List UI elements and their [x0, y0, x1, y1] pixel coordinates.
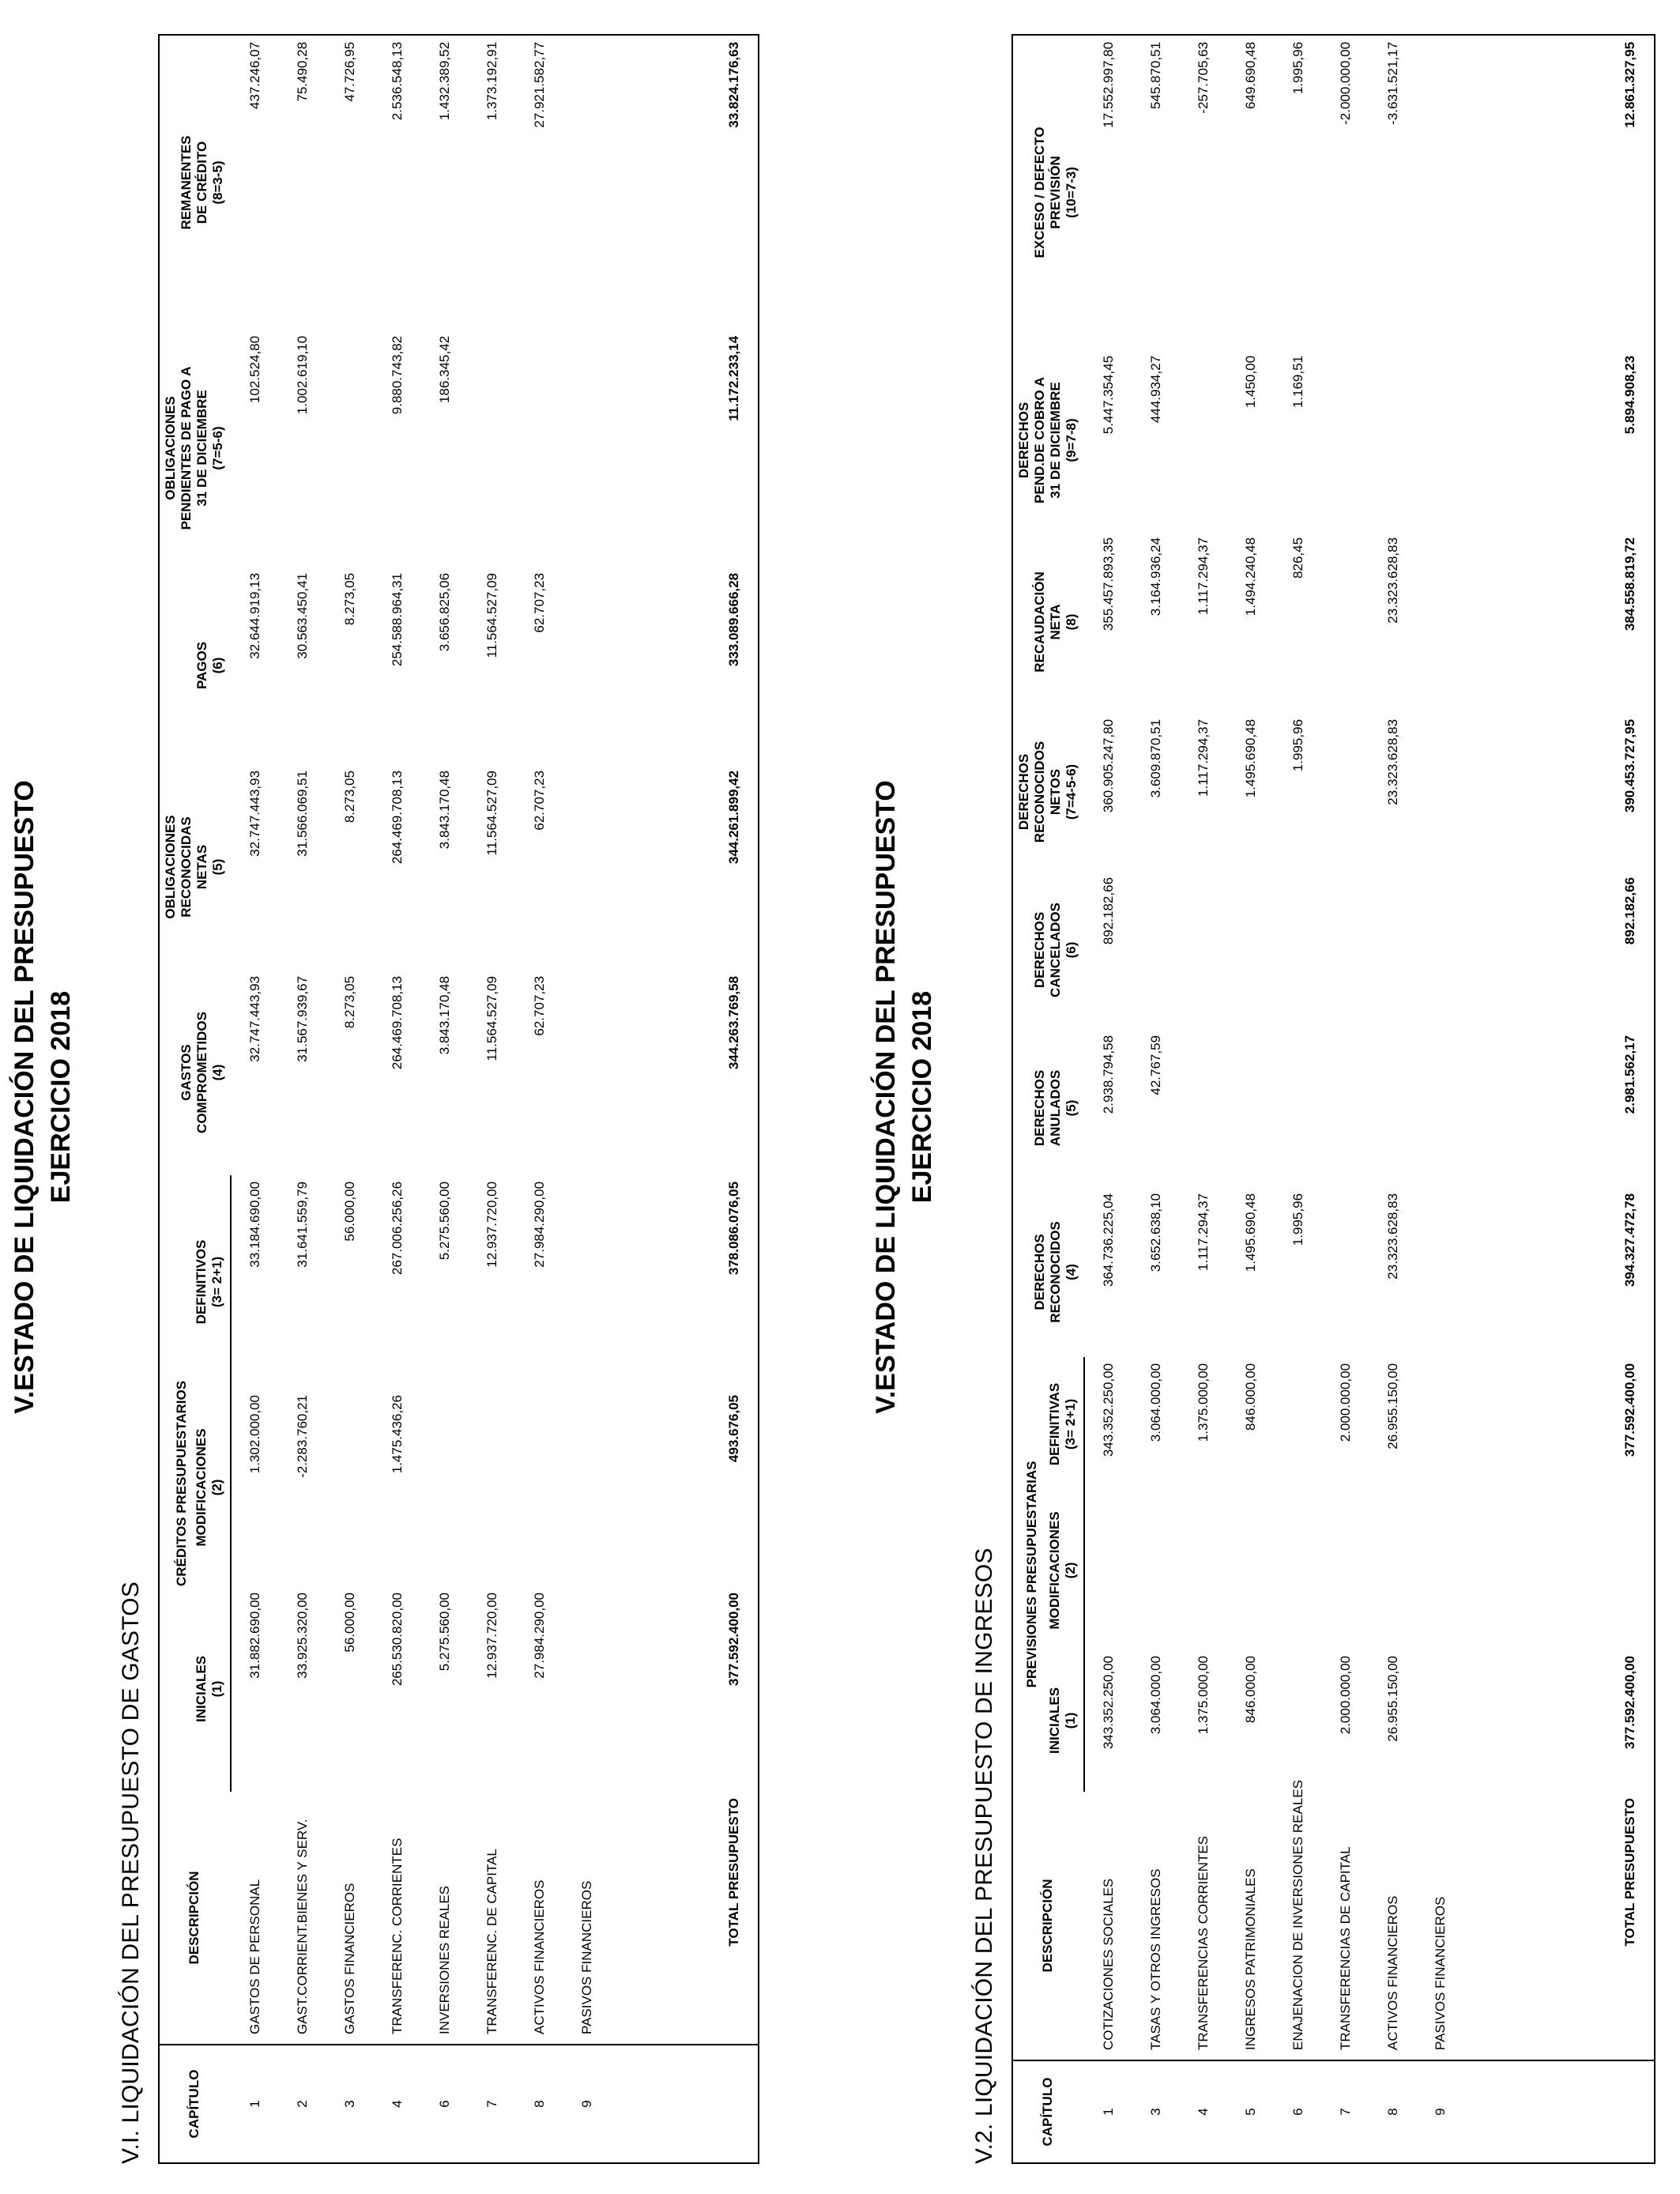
ingresos-header-pendientes: DERECHOS PEND.DE COBRO A 31 DE DICIEMBRE (9=7-8): [1016, 377, 1079, 503]
descripcion-cell: PASIVOS FINANCIEROS: [579, 1880, 594, 2034]
descripcion-cell: TRANSFERENC. DE CAPITAL: [484, 1849, 499, 2034]
value-cell: [563, 764, 611, 970]
descripcion-cell: TRANSFERENCIAS CORRIENTES: [1196, 1835, 1211, 2050]
value-cell: 3.064.000,00: [1148, 1656, 1163, 1735]
table-row: [1180, 35, 1227, 2163]
value-cell: 30.563.450,41: [295, 572, 310, 659]
value-cell: 3.656.825,06: [437, 572, 452, 652]
spacer-row: [611, 35, 710, 2163]
value-cell: [1132, 1491, 1180, 1649]
value-cell: [563, 1389, 611, 1586]
ingresos-header-group: PREVISIONES PRESUPUESTARIAS: [1024, 1461, 1039, 1688]
value-cell: 62.707,23: [532, 975, 547, 1036]
value-cell: 23.323.628,83: [1385, 1193, 1400, 1280]
value-cell: 47.726,95: [342, 41, 357, 102]
ingresos-panel: [861, 0, 1680, 2194]
capitulo-cell: 2: [279, 2045, 326, 2163]
table-row: [374, 35, 421, 2163]
value-cell: 27.921.582,77: [532, 41, 547, 128]
value-cell: 1.995,96: [1290, 1193, 1305, 1246]
value-cell: 42.767,59: [1148, 1035, 1163, 1095]
value-cell: [1417, 871, 1464, 1029]
capitulo-cell: 4: [374, 2045, 421, 2163]
value-cell: [1417, 35, 1464, 349]
total-value-cell: 378.086.076,05: [726, 1181, 741, 1276]
gastos-header-group: CRÉDITOS PRESUPUESTARIOS: [174, 1380, 189, 1587]
table-row: [1132, 35, 1180, 2163]
value-cell: [1180, 1491, 1227, 1649]
value-cell: 1.495.690,48: [1243, 718, 1258, 798]
gastos-title-line2: EJERCICIO 2018: [46, 990, 76, 1204]
value-cell: 2.000.000,00: [1338, 1656, 1353, 1735]
table-row: [563, 35, 611, 2163]
value-cell: 32.747.443,93: [247, 770, 262, 857]
value-cell: 846.000,00: [1243, 1656, 1258, 1724]
value-cell: 12.937.720,00: [484, 1593, 499, 1679]
ingresos-table: [1011, 34, 1656, 2164]
value-cell: 11.564.527,09: [484, 572, 499, 658]
value-cell: 1.373.192,91: [484, 41, 499, 121]
value-cell: 33.925.320,00: [295, 1593, 310, 1679]
value-cell: 264.469.708,13: [390, 975, 405, 1070]
value-cell: [1227, 871, 1275, 1029]
value-cell: [563, 970, 611, 1175]
value-cell: [1417, 1491, 1464, 1649]
value-cell: 649.690,48: [1243, 41, 1258, 110]
value-cell: 75.490,28: [295, 41, 310, 102]
value-cell: 3.609.870,51: [1148, 718, 1163, 798]
value-cell: 62.707,23: [532, 770, 547, 831]
capitulo-cell: 3: [1132, 2060, 1180, 2163]
descripcion-cell: GASTOS DE PERSONAL: [247, 1879, 262, 2034]
value-cell: [1180, 349, 1227, 531]
value-cell: [326, 1389, 374, 1586]
value-cell: 265.530.820,00: [390, 1593, 405, 1687]
value-cell: [1275, 871, 1322, 1029]
capitulo-cell: 9: [1417, 2060, 1464, 2163]
value-cell: 8.273,05: [342, 572, 357, 626]
value-cell: 3.164.936,24: [1148, 537, 1163, 616]
value-cell: [563, 1586, 611, 1792]
value-cell: [1275, 1491, 1322, 1649]
value-cell: -2.283.760,21: [295, 1395, 310, 1478]
value-cell: 3.843.170,48: [437, 770, 452, 850]
value-cell: 26.955.150,00: [1385, 1363, 1400, 1449]
value-cell: 31.882.690,00: [247, 1593, 262, 1679]
gastos-header-pagos: PAGOS (6): [194, 641, 225, 690]
value-cell: [1132, 871, 1180, 1029]
descripcion-cell: GAST.CORRIENT.BIENES Y SERV.: [295, 1819, 310, 2034]
value-cell: [563, 330, 611, 567]
capitulo-cell: 6: [1275, 2060, 1322, 2163]
value-cell: 56.000,00: [342, 1593, 357, 1653]
value-cell: 12.937.720,00: [484, 1181, 499, 1268]
total-value-cell: 12.861.327,95: [1622, 41, 1637, 128]
value-cell: [1180, 1029, 1227, 1187]
capitulo-cell: 8: [1369, 2060, 1417, 2163]
value-cell: 56.000,00: [342, 1181, 357, 1242]
capitulo-cell: 4: [1180, 2060, 1227, 2163]
total-value-cell: 333.089.666,28: [726, 572, 741, 667]
value-cell: 26.955.150,00: [1385, 1656, 1400, 1742]
descripcion-cell: PASIVOS FINANCIEROS: [1433, 1896, 1448, 2050]
value-cell: 17.552.997,80: [1100, 41, 1116, 128]
descripcion-cell: INVERSIONES REALES: [437, 1885, 452, 2034]
value-cell: [1322, 713, 1369, 871]
value-cell: 32.747.443,93: [247, 975, 262, 1062]
value-cell: 267.006.256,26: [390, 1181, 405, 1276]
total-label: TOTAL PRESUPUESTO: [726, 1798, 741, 1947]
value-cell: [1227, 1491, 1275, 1649]
value-cell: [326, 330, 374, 567]
value-cell: 437.246,07: [247, 41, 262, 110]
total-row: [1607, 35, 1655, 2163]
value-cell: [1084, 1491, 1132, 1649]
value-cell: [563, 1175, 611, 1389]
value-cell: 1.450,00: [1243, 355, 1258, 409]
value-cell: 355.457.893,35: [1100, 537, 1116, 631]
value-cell: 32.644.919,13: [247, 572, 262, 659]
total-value-cell: 33.824.176,63: [726, 41, 741, 128]
value-cell: 1.117.294,37: [1196, 537, 1211, 615]
descripcion-cell: TASAS Y OTROS INGRESOS: [1148, 1868, 1163, 2050]
value-cell: 27.984.290,00: [532, 1181, 547, 1268]
descripcion-cell: TRANSFERENCIAS DE CAPITAL: [1338, 1846, 1353, 2050]
value-cell: 2.938.794,58: [1100, 1035, 1116, 1114]
capitulo-cell: 6: [421, 2045, 469, 2163]
gastos-table: [158, 34, 759, 2164]
value-cell: [469, 330, 516, 567]
value-cell: [1369, 1491, 1417, 1649]
value-cell: 62.707,23: [532, 572, 547, 633]
value-cell: [1417, 1649, 1464, 1792]
table-row: [326, 35, 374, 2163]
value-cell: [1417, 1187, 1464, 1357]
value-cell: 1.475.436,26: [390, 1395, 405, 1474]
value-cell: [1275, 1649, 1322, 1792]
ingresos-header-descripcion: DESCRIPCIÓN: [1040, 1879, 1055, 1973]
total-value-cell: 11.172.233,14: [726, 335, 741, 421]
value-cell: 186.345,42: [437, 335, 452, 404]
value-cell: -3.631.521,17: [1385, 41, 1400, 125]
total-value-cell: 377.592.400,00: [726, 1593, 741, 1687]
gastos-header-definitivos: DEFINITIVOS (3= 2+1): [190, 1175, 231, 1389]
ingresos-header-anulados: DERECHOS ANULADOS (5): [1032, 1069, 1079, 1147]
value-cell: 1.375.000,00: [1196, 1363, 1211, 1442]
value-cell: [1275, 1357, 1322, 1491]
table-row: [231, 35, 279, 2163]
capitulo-cell: 1: [231, 2045, 279, 2163]
value-cell: 3.843.170,48: [437, 975, 452, 1055]
value-cell: 8.273,05: [342, 975, 357, 1029]
value-cell: 23.323.628,83: [1385, 718, 1400, 805]
value-cell: 1.495.690,48: [1243, 1193, 1258, 1272]
ingresos-header-iniciales: INICIALES (1): [1040, 1649, 1084, 1792]
total-value-cell: [1607, 1491, 1655, 1649]
gastos-header-pendientes: OBLIGACIONES PENDIENTES DE PAGO A 31 DE DICIEMBRE (7=5-6): [163, 366, 225, 530]
value-cell: [1322, 531, 1369, 713]
total-row: [710, 35, 759, 2163]
ingresos-header-exceso: EXCESO / DEFECTO PREVISIÓN (10=7-3): [1032, 126, 1079, 258]
value-cell: 545.870,51: [1148, 41, 1163, 110]
descripcion-cell: COTIZACIONES SOCIALES: [1100, 1878, 1116, 2050]
ingresos-header-definitivas: DEFINITIVAS (3= 2+1): [1040, 1357, 1084, 1491]
value-cell: [1227, 1029, 1275, 1187]
table-row: [1227, 35, 1275, 2163]
value-cell: 31.567.939,67: [295, 975, 310, 1062]
gastos-header-descripcion: DESCRIPCIÓN: [186, 1871, 202, 1965]
value-cell: 33.184.690,00: [247, 1181, 262, 1268]
total-value-cell: 493.676,05: [726, 1395, 741, 1463]
gastos-header-iniciales: INICIALES (1): [190, 1586, 231, 1792]
value-cell: [1322, 1029, 1369, 1187]
value-cell: 1.494.240,48: [1243, 537, 1258, 616]
ingresos-header-reconocidos: DERECHOS RECONOCIDOS (4): [1032, 1221, 1079, 1323]
value-cell: 444.934,27: [1148, 355, 1163, 424]
value-cell: 5.447.354,45: [1100, 355, 1116, 435]
capitulo-cell: 7: [1322, 2060, 1369, 2163]
value-cell: 254.588.964,31: [390, 572, 405, 667]
value-cell: 8.273,05: [342, 770, 357, 824]
value-cell: 5.275.560,00: [437, 1593, 452, 1672]
table-row: [516, 35, 563, 2163]
value-cell: 27.984.290,00: [532, 1593, 547, 1679]
gastos-header-comprometidos: GASTOS COMPROMETIDOS (4): [179, 1012, 225, 1133]
value-cell: [1369, 871, 1417, 1029]
gastos-header-capitulo: CAPÍTULO: [159, 2045, 231, 2163]
value-cell: 2.536.548,13: [390, 41, 405, 121]
ingresos-subtitle: V.2. LIQUIDACIÓN DEL PRESUPUESTO DE INGRESOS: [971, 1547, 997, 2164]
value-cell: 1.002.619,10: [295, 335, 310, 415]
value-cell: [516, 1389, 563, 1586]
value-cell: 343.352.250,00: [1101, 1656, 1116, 1750]
value-cell: 5.275.560,00: [437, 1181, 452, 1261]
total-value-cell: 384.558.819,72: [1622, 537, 1637, 631]
value-cell: [1417, 1357, 1464, 1491]
capitulo-cell: 5: [1227, 2060, 1275, 2163]
gastos-header-modificaciones: MODIFICACIONES (2): [190, 1389, 231, 1586]
capitulo-cell: 8: [516, 2045, 563, 2163]
value-cell: 2.000.000,00: [1338, 1363, 1353, 1442]
total-value-cell: 390.453.727,95: [1622, 718, 1637, 813]
value-cell: 892.182,66: [1100, 876, 1116, 945]
ingresos-header-modificaciones: MODIFICACIONES (2): [1040, 1491, 1084, 1649]
value-cell: 31.566.069,51: [295, 770, 310, 857]
value-cell: [1322, 871, 1369, 1029]
value-cell: 364.736.225,04: [1100, 1193, 1116, 1287]
table-row: [1275, 35, 1322, 2163]
gastos-title-line1: V.ESTADO DE LIQUIDACIÓN DEL PRESUPUESTO: [9, 780, 40, 1414]
value-cell: -2.000.000,00: [1338, 41, 1353, 125]
total-value-cell: 377.592.400,00: [1622, 1656, 1637, 1750]
value-cell: [1322, 349, 1369, 531]
value-cell: [516, 330, 563, 567]
capitulo-cell: 9: [563, 2045, 611, 2163]
gastos-header-obligaciones: OBLIGACIONES RECONOCIDAS NETAS (5): [163, 815, 225, 919]
ingresos-header-netos: DERECHOS RECONOCIDOS NETOS (7=4-5-6): [1016, 741, 1079, 843]
capitulo-cell: 1: [1084, 2060, 1132, 2163]
ingresos-header-capitulo: CAPÍTULO: [1012, 2060, 1084, 2163]
table-row: [1417, 35, 1464, 2163]
descripcion-cell: GASTOS FINANCIEROS: [342, 1883, 357, 2034]
table-row: [1369, 35, 1417, 2163]
value-cell: [1369, 349, 1417, 531]
total-value-cell: 892.182,66: [1622, 876, 1637, 945]
value-cell: 1.432.389,52: [437, 41, 452, 121]
value-cell: 343.352.250,00: [1101, 1363, 1116, 1457]
total-value-cell: 377.592.400,00: [1622, 1363, 1637, 1457]
gastos-main-title: [6, 0, 79, 2194]
value-cell: [563, 35, 611, 330]
value-cell: 1.995,96: [1290, 41, 1305, 95]
value-cell: 11.564.527,09: [484, 975, 499, 1061]
ingresos-header-cancelados: DERECHOS CANCELADOS (6): [1032, 903, 1079, 997]
value-cell: 1.169,51: [1290, 355, 1305, 409]
value-cell: 264.469.708,13: [390, 770, 405, 865]
ingresos-title-line2: EJERCICIO 2018: [907, 990, 937, 1204]
total-label: TOTAL PRESUPUESTO: [1622, 1798, 1637, 1947]
value-cell: 826,45: [1290, 537, 1305, 579]
value-cell: [469, 1389, 516, 1586]
descripcion-cell: INGRESOS PATRIMONIALES: [1243, 1868, 1258, 2050]
capitulo-cell: 7: [469, 2045, 516, 2163]
value-cell: [1417, 349, 1464, 531]
value-cell: 1.995,96: [1290, 718, 1305, 772]
total-value-cell: 5.894.908,23: [1622, 355, 1637, 435]
value-cell: 1.117.294,37: [1196, 1193, 1211, 1271]
table-row: [1322, 35, 1369, 2163]
table-row: [279, 35, 326, 2163]
descripcion-cell: ACTIVOS FINANCIEROS: [532, 1879, 547, 2034]
table-row: [421, 35, 469, 2163]
value-cell: 3.064.000,00: [1148, 1363, 1163, 1442]
value-cell: [1417, 1029, 1464, 1187]
descripcion-cell: TRANSFERENC. CORRIENTES: [390, 1838, 405, 2034]
value-cell: [1322, 1491, 1369, 1649]
descripcion-cell: ACTIVOS FINANCIEROS: [1385, 1895, 1400, 2050]
gastos-panel: [0, 0, 790, 2194]
table-row: [469, 35, 516, 2163]
descripcion-cell: ENAJENACION DE INVERSIONES REALES: [1290, 1780, 1305, 2050]
value-cell: 3.652.638,10: [1148, 1193, 1163, 1272]
value-cell: 1.117.294,37: [1196, 718, 1211, 797]
capitulo-cell: 3: [326, 2045, 374, 2163]
value-cell: [1180, 871, 1227, 1029]
total-value-cell: 344.261.899,42: [726, 770, 741, 865]
total-value-cell: 394.327.472,78: [1622, 1193, 1637, 1287]
value-cell: [1322, 1187, 1369, 1357]
gastos-subtitle: V.I. LIQUIDACIÓN DEL PRESUPUESTO DE GASTOS: [118, 1581, 144, 2164]
value-cell: 1.302.000,00: [247, 1395, 262, 1474]
value-cell: 9.880.743,82: [390, 335, 405, 415]
ingresos-title-line1: V.ESTADO DE LIQUIDACIÓN DEL PRESUPUESTO: [871, 780, 901, 1414]
value-cell: 11.564.527,09: [484, 770, 499, 856]
value-cell: [1417, 531, 1464, 713]
value-cell: 360.905.247,80: [1100, 718, 1116, 813]
value-cell: 23.323.628,83: [1385, 537, 1400, 624]
table-row: [1084, 35, 1132, 2163]
value-cell: [1417, 713, 1464, 871]
value-cell: 31.641.559,79: [295, 1181, 310, 1268]
value-cell: 102.524,80: [247, 335, 262, 404]
gastos-header-remanentes: REMANENTES DE CRÉDITO (8=3-5): [179, 135, 225, 230]
value-cell: [563, 567, 611, 764]
total-value-cell: 2.981.562,17: [1622, 1035, 1637, 1114]
value-cell: -257.705,63: [1196, 41, 1211, 114]
total-value-cell: 344.263.769,58: [726, 975, 741, 1070]
value-cell: [1275, 1029, 1322, 1187]
ingresos-header-recaudacion: RECAUDACIÓN NETA (8): [1032, 571, 1079, 673]
spacer-row: [1464, 35, 1607, 2163]
value-cell: 1.375.000,00: [1196, 1656, 1211, 1735]
value-cell: [421, 1389, 469, 1586]
value-cell: 846.000,00: [1243, 1363, 1258, 1431]
ingresos-main-title: [868, 0, 940, 2194]
value-cell: [1369, 1029, 1417, 1187]
